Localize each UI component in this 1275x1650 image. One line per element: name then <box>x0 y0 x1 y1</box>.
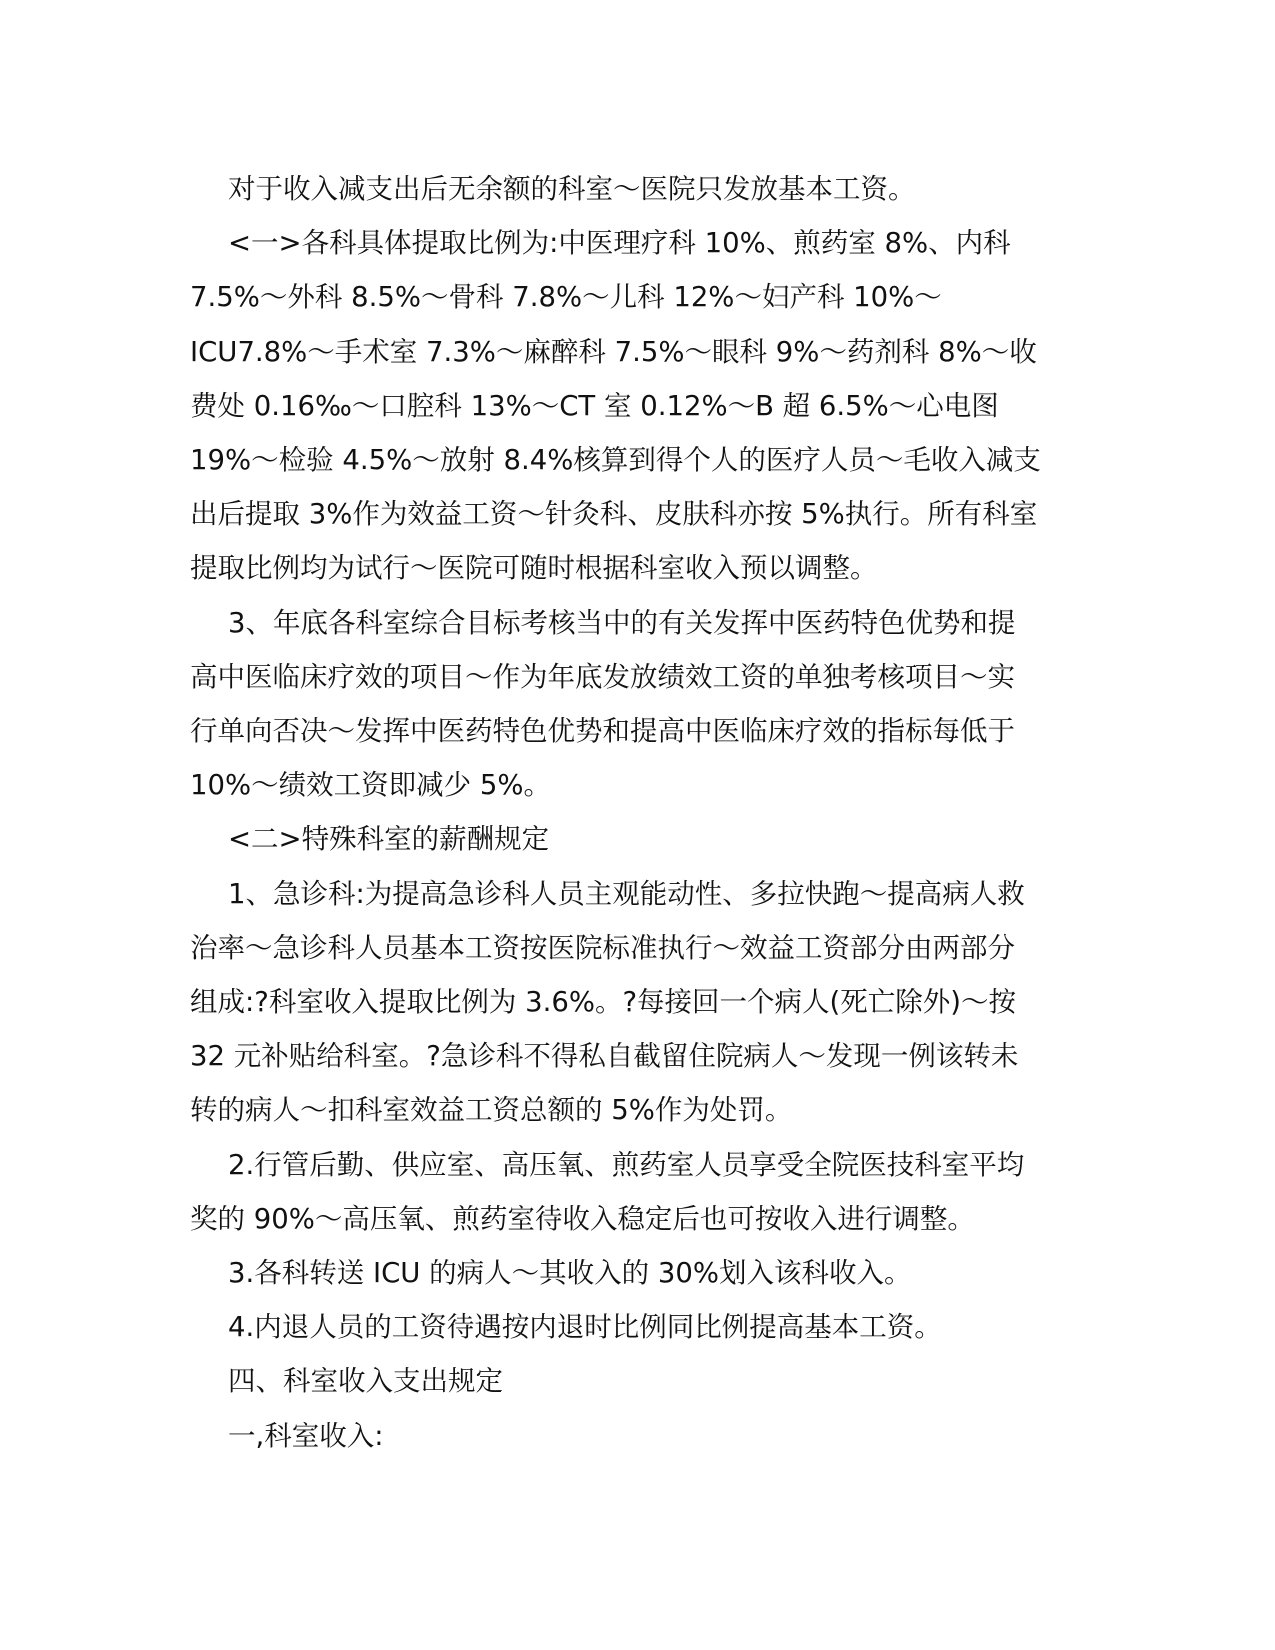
text-line: 奖的 90%～高压氧、煎药室待收入稳定后也可按收入进行调整。 <box>190 1202 975 1235</box>
text-line: 对于收入减支出后无余额的科室～医院只发放基本工资。 <box>228 173 916 205</box>
text-line: 19%～检验 4.5%～放射 8.4%核算到得个人的医疗人员～毛收入减支 <box>190 444 1041 477</box>
heading-department-income <box>190 1409 1080 1463</box>
paragraph-icu-transfer <box>190 1246 1080 1300</box>
text-line: 出后提取 3%作为效益工资～针灸科、皮肤科亦按 5%执行。所有科室 <box>190 498 1038 531</box>
text-line: 一,科室收入: <box>228 1419 384 1452</box>
text-line: 2.行管后勤、供应室、高压氧、煎药室人员享受全院医技科室平均 <box>228 1148 1025 1181</box>
paragraph-emergency <box>190 867 1080 1138</box>
text-line: 四、科室收入支出规定 <box>228 1365 503 1398</box>
text-line: ICU7.8%～手术室 7.3%～麻醉科 7.5%～眼科 9%～药剂科 8%～收 <box>190 335 1037 368</box>
text-line: 3、年底各科室综合目标考核当中的有关发挥中医药特色优势和提 <box>228 606 1016 639</box>
text-line: <一>各科具体提取比例为:中医理疗科 10%、煎药室 8%、内科 <box>228 227 1011 260</box>
text-line: 组成:?科室收入提取比例为 3.6%。?每接回一个病人(死亡除外)～按 <box>190 986 1017 1019</box>
text-line: 行单向否决～发挥中医药特色优势和提高中医临床疗效的指标每低于 <box>190 715 1015 748</box>
text-line: 提取比例均为试行～医院可随时根据科室收入预以调整。 <box>190 552 878 585</box>
text-line: 治率～急诊科人员基本工资按医院标准执行～效益工资部分由两部分 <box>190 931 1015 964</box>
document-body <box>190 162 1080 1463</box>
paragraph-year-end-assessment <box>190 596 1080 813</box>
text-line: 7.5%～外科 8.5%～骨科 7.8%～儿科 12%～妇产科 10%～ <box>190 281 942 314</box>
heading-income-expense-rules <box>190 1354 1080 1408</box>
text-line: 4.内退人员的工资待遇按内退时比例同比例提高基本工资。 <box>228 1311 942 1344</box>
text-line: 费处 0.16‰～口腔科 13%～CT 室 0.12%～B 超 6.5%～心电图 <box>190 389 999 422</box>
heading-special-departments <box>190 812 1080 866</box>
text-line: 32 元补贴给科室。?急诊科不得私自截留住院病人～发现一例该转未 <box>190 1040 1019 1073</box>
text-line: 转的病人～扣科室效益工资总额的 5%作为处罚。 <box>190 1094 793 1127</box>
paragraph-logistics <box>190 1138 1080 1246</box>
text-line: 1、急诊科:为提高急诊科人员主观能动性、多拉快跑～提高病人救 <box>228 877 1025 910</box>
text-line: 3.各科转送 ICU 的病人～其收入的 30%划入该科收入。 <box>228 1257 912 1290</box>
text-line: 10%～绩效工资即减少 5%。 <box>190 769 551 802</box>
paragraph-extraction-ratios <box>190 216 1080 595</box>
paragraph-retired-staff <box>190 1300 1080 1354</box>
paragraph-no-surplus <box>190 162 1080 216</box>
text-line: 高中医临床疗效的项目～作为年底发放绩效工资的单独考核项目～实 <box>190 660 1015 693</box>
text-line: <二>特殊科室的薪酬规定 <box>228 823 550 856</box>
